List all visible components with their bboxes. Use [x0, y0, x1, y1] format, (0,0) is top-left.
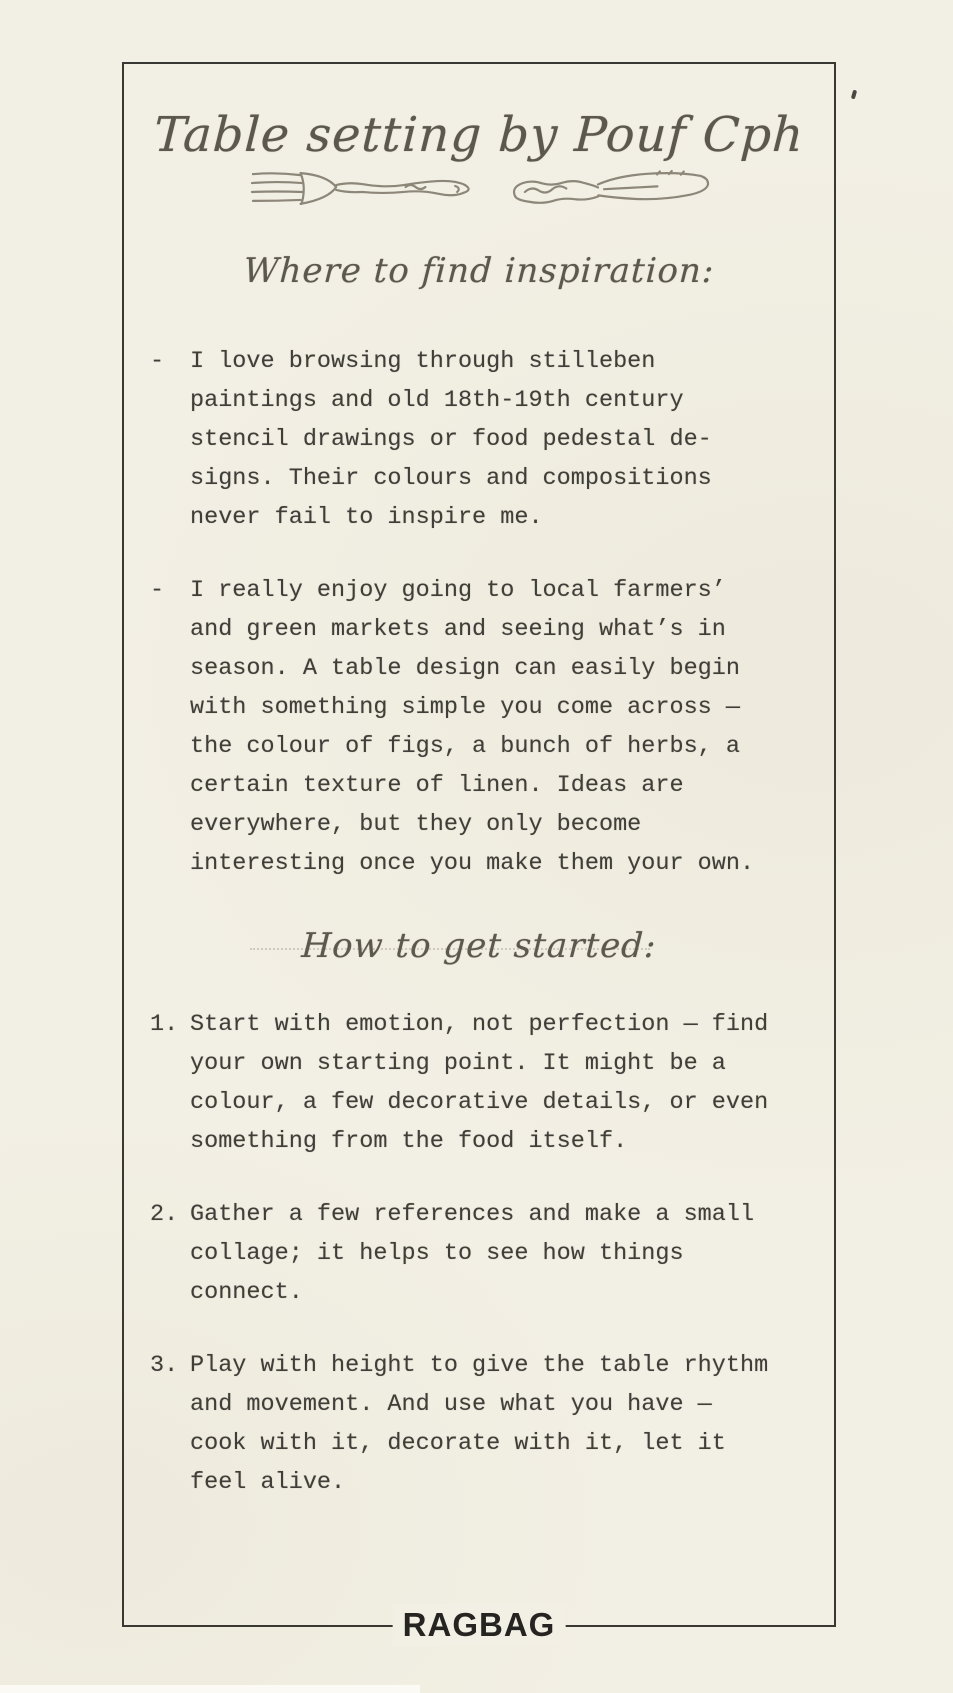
item-line: Gather a few references and make a small: [190, 1201, 755, 1228]
item-line: season. A table design can easily begin: [190, 655, 740, 682]
item-marker: 2.: [150, 1201, 179, 1228]
scan-smudge: [250, 948, 650, 950]
item-line: feel alive.: [190, 1469, 346, 1496]
item-line: and green markets and seeing what’s in: [190, 616, 726, 643]
item-line: stencil drawings or food pedestal de-: [190, 426, 712, 453]
item-line: interesting once you make them your own.: [190, 850, 755, 877]
item-line: collage; it helps to see how things: [190, 1240, 684, 1267]
item-line: I really enjoy going to local farmers’: [190, 577, 726, 604]
item-line: connect.: [190, 1279, 303, 1306]
item-line: never fail to inspire me.: [190, 504, 543, 531]
item-line: with something simple you come across —: [190, 694, 740, 721]
card-border: [122, 62, 836, 1643]
item-line: paintings and old 18th-19th century: [190, 387, 684, 414]
knife-icon: [508, 165, 712, 212]
item-line: and movement. And use what you have —: [190, 1391, 712, 1418]
item-line: cook with it, decorate with it, let it: [190, 1430, 726, 1457]
item-line: signs. Their colours and compositions: [190, 465, 712, 492]
item-marker: 1.: [150, 1011, 179, 1038]
card-content: [124, 64, 834, 1625]
item-marker: -: [150, 577, 165, 604]
item-line: something from the food itself.: [190, 1128, 628, 1155]
list-item: [150, 1005, 834, 1161]
item-line: the colour of figs, a bunch of herbs, a: [190, 733, 740, 760]
item-marker: -: [150, 348, 165, 375]
item-line: certain texture of linen. Ideas are: [190, 772, 684, 799]
list-item: [150, 1195, 834, 1312]
item-line: Start with emotion, not perfection — find: [190, 1011, 769, 1038]
brand-logo: RAGBAG: [393, 1604, 566, 1646]
inspiration-list: [124, 342, 834, 883]
scan-edge: [0, 1685, 420, 1693]
item-line: Play with height to give the table rhythm: [190, 1352, 769, 1379]
page-title: Table setting by Pouf Cph: [152, 107, 806, 163]
item-line: I love browsing through stilleben: [190, 348, 656, 375]
item-line: your own starting point. It might be a: [190, 1050, 726, 1077]
list-item: [150, 1346, 834, 1502]
item-line: colour, a few decorative details, or even: [190, 1089, 769, 1116]
section-heading-inspiration: Where to find inspiration:: [242, 251, 716, 291]
item-line: everywhere, but they only become: [190, 811, 642, 838]
item-marker: 3.: [150, 1352, 179, 1379]
list-item: [150, 571, 834, 883]
section-heading-get-started: How to get started:: [300, 926, 658, 966]
list-item: [150, 342, 834, 537]
steps-list: [124, 1005, 834, 1502]
